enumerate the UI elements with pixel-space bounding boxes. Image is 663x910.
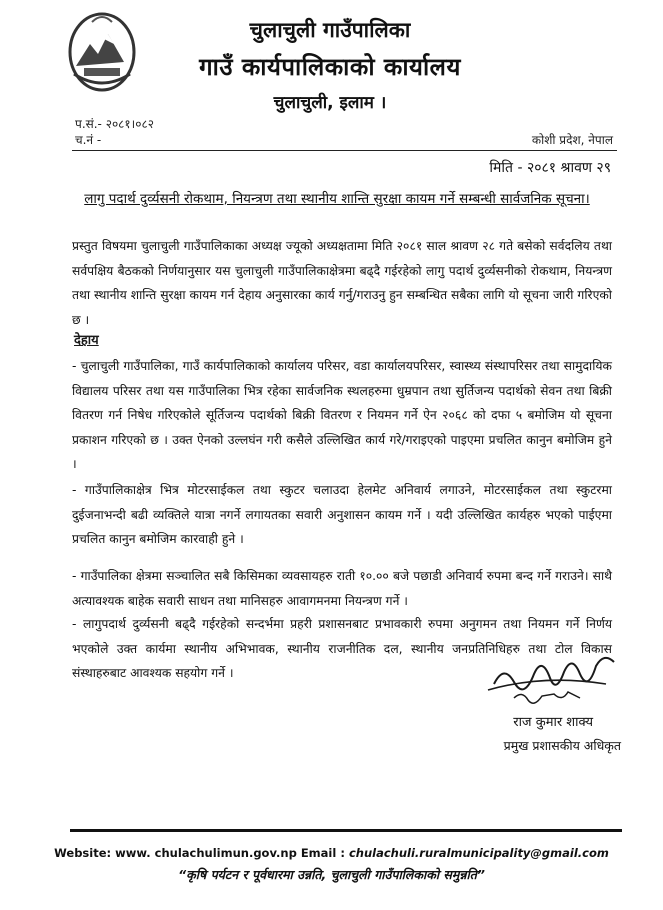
province-label: कोशी प्रदेश, नेपाल (531, 133, 613, 147)
contact-line (0, 846, 663, 860)
email-link[interactable]: chulachuli.ruralmunicipality@gmail.com (348, 846, 609, 860)
nepal-emblem-icon (62, 8, 142, 96)
signatory-name: राज कुमार शाक्य (513, 715, 593, 730)
notice-date: मिति - २०८१ श्रावण २९ (489, 160, 611, 176)
footer-divider (70, 829, 622, 832)
dehay-heading: देहाय (74, 333, 99, 348)
slogan: “कृषि पर्यटन र पूर्वधारमा उन्नति, चुलाचुली गाउँपालिकाको समुन्नति” (178, 867, 485, 882)
municipality-name: चुलाचुली गाउँपालिका (249, 18, 411, 42)
website-text[interactable]: Website: www. chulachulimun.gov.np (54, 846, 297, 860)
intro-paragraph: प्रस्तुत विषयमा चुलाचुली गाउँपालिकाका अध्यक्ष ज्यूको अध्यक्षतामा मिति २०८१ साल श्रावण २८ गते बसेको सर्वदलिय तथा सर्वपक्षिय बैठकको निर्णयानुसार यस चुलाचुली गाउँपालिकाक्षेत्रमा बढ्दै गईरहेको लागु पदार्थ दुर्व्यसनीको रोकथाम, नियन्त्रण तथा स्थानीय शान्ति सुरक्षा कायम गर्न देहाय अनुसारका कार्य गर्नु/गराउनु हुन सम्बन्धित सबैका लागि यो सूचना जारी गरिएको छ । (72, 239, 612, 327)
office-location: चुलाचुली, इलाम । (273, 93, 387, 113)
signatory-role: प्रमुख प्रशासकीय अधिकृत (503, 738, 621, 753)
email-label: Email : (300, 846, 345, 860)
directive-item: - लागुपदार्थ दुर्व्यसनी बढ्दै गईरहेको सन्दर्भमा प्रहरी प्रशासनबाट प्रभावकारी रुपमा अनुगमन तथा नियमन गर्ने निर्णय भएकोले उक्त कार्यमा स्थानीय अभिभावक, स्थानीय राजनीतिक दल, स्थानीय जनप्रतिनिधिहरु तथा टोल विकास संस्थाहरुबाट आवश्यक सहयोग गर्ने । (72, 617, 612, 680)
directive-item: - चुलाचुली गाउँपालिका, गाउँ कार्यपालिकाको कार्यालय परिसर, वडा कार्यालयपरिसर, स्वास्थ्य संस्थापरिसर तथा सामुदायिक विद्यालय परिसर तथा यस गाउँपालिका भित्र रहेका सार्वजनिक स्थलहरुमा धुम्रपान तथा सुर्तिजन्य पदार्थको सेवन तथा बिक्री वितरण गर्न निषेध गरिएकोले सूर्तिजन्य पदार्थको बिक्री वितरण र नियमन गर्ने ऐन २०६८ को दफा ५ बमोजिम यो सूचना प्रकाशन गरिएको छ । उक्त ऐनको उल्लघंन गरी कसैले उल्लिखित कार्य गरे/गराइएको पाइएमा प्रचलित कानुन बमोजिम हुने । (72, 359, 612, 471)
letter-ref-number: प.सं.- २०८१।०८२ (75, 117, 154, 131)
directive-item: - गाउँपालिका क्षेत्रमा सञ्चालित सबै किसिमका व्यवसायहरु राती १०.०० बजे पछाडी अनिवार्य रुपमा बन्द गर्ने गराउने। साथै अत्यावश्यक बाहेक सवारी साधन तथा मानिसहरु आवागमनमा नियन्त्रण गर्ने । (72, 569, 612, 608)
header-divider (72, 150, 617, 151)
directive-item: - गाउँपालिकाक्षेत्र भित्र मोटरसाईकल तथा स्कुटर चलाउदा हेलमेट अनिवार्य लगाउने, मोटरसाईकल तथा स्कुटरमा दुईजनाभन्दी बढी व्यक्तिले यात्रा नगर्ने लगायतका सवारी अनुशासन कायम गर्ने । यदी उल्लिखित कार्यहरु भएको पाईएमा प्रचलित कानुन बमोजिम कारवाही हुने । (72, 483, 612, 546)
dispatch-number: च.नं - (75, 133, 102, 147)
office-name: गाउँ कार्यपालिकाको कार्यालय (199, 53, 461, 81)
notice-title: लागु पदार्थ दुर्व्यसनी रोकथाम, नियन्त्रण तथा स्थानीय शान्ति सुरक्षा कायम गर्ने सम्बन्धी सार्वजनिक सूचना। (84, 191, 590, 207)
handwritten-signature (484, 644, 624, 714)
